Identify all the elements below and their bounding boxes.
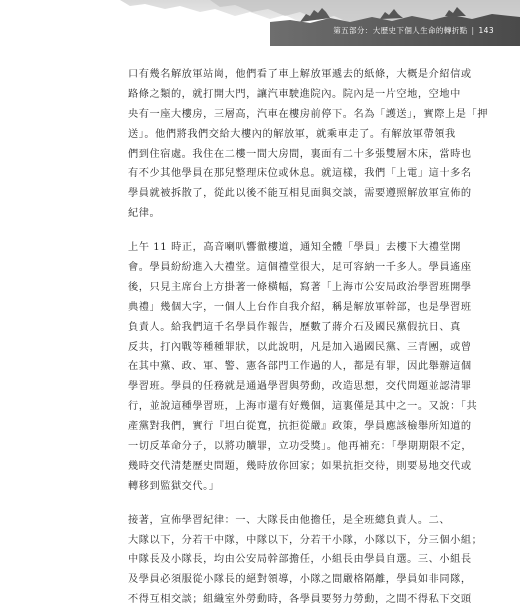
text-line: 學習班。學員的任務就是通過學習與勞動，改造思想，交代問題並認清罪 <box>128 381 472 393</box>
body-text <box>128 65 488 610</box>
running-head <box>333 25 494 36</box>
text-line: 央有一座大樓房，三層高，汽車在樓房前停下。名為「護送」，實際上是「押 <box>128 108 488 120</box>
text-line: 大隊以下，分若干中隊，中隊以下，分若干小隊，小隊以下，分三個小組； <box>128 534 483 546</box>
text-line: 送」。他們將我們交給大樓內的解放軍，就乘車走了。有解放軍帶領我 <box>128 128 456 140</box>
text-line: 在其中黨、政、軍、警、憲各部門工作過的人，都是有罪，因此舉辦這個 <box>128 361 472 373</box>
text-line: 不得互相交談；組織室外勞動時，各學員要努力勞動，之間不得私下交頭 <box>128 594 472 606</box>
text-line: 紀律。 <box>128 208 161 220</box>
paragraph-1 <box>128 65 488 224</box>
text-line: 典禮」幾個大字，一個人上台作自我介紹，稱是解放軍幹部，也是學習班 <box>128 301 472 313</box>
text-line: 有不少其他學員在那兒整理床位或休息。就這樣，我們「上電」這十多名 <box>128 168 472 180</box>
text-line: 口有幾名解放軍站崗，他們看了車上解放軍遞去的紙條，大概是介紹信或 <box>128 69 472 80</box>
paragraph-3 <box>128 511 483 610</box>
ink-landscape-banner <box>0 0 520 46</box>
header-band <box>0 0 520 46</box>
text-line: 一切反革命分子，以將功贖罪，立功受獎」。他再補充：「學期期限不定， <box>128 441 473 453</box>
text-line: 後，只見主席台上方掛著一條橫幅，寫著「上海市公安局政治學習班開學 <box>128 281 472 293</box>
header-separator: | <box>471 26 475 35</box>
page-number: 143 <box>478 26 494 35</box>
text-line: 會。學員紛紛進入大禮堂。這個禮堂很大，足可容納一千多人。學員遙座 <box>128 262 472 274</box>
paragraph-2 <box>128 238 478 497</box>
text-line: 接著，宣佈學習紀律：一、大隊長由他擔任，是全班總負責人。二、 <box>128 514 451 526</box>
text-line: 們到住宿處。我住在二樓一間大房間，裏面有二十多張雙層木床，當時也 <box>128 148 472 160</box>
paragraph-gap <box>128 224 398 238</box>
text-line: 幾時交代清楚歷史問題，幾時放你回家；如果抗拒交待，則要易地交代或 <box>128 460 472 472</box>
text-line: 上午 11 時正，高音喇叭響徹樓道，通知全體「學員」去樓下大禮堂開 <box>128 242 462 254</box>
text-line: 及學員必須服從小隊長的絕對領導，小隊之間嚴格隔離，學員如非同隊， <box>128 574 472 586</box>
section-label: 第五部分：大歷史下個人生命的轉折點 <box>333 26 468 35</box>
text-line: 產黨對我們，實行『坦白從寬，抗拒從嚴』政策，學員應該檢舉所知道的 <box>128 421 472 433</box>
text-line: 負責人。給我們這千名學員作報告，歷數了蔣介石及國民黨假抗日、真 <box>128 321 461 333</box>
text-line: 轉移到監獄交代。」 <box>128 480 220 492</box>
text-line: 行，並說這種學習班，上海市還有好幾個，這裏僅是其中之一。又說：「共 <box>128 401 478 413</box>
text-line: 學員就被拆散了，從此以後不能互相見面與交談，需要遵照解放軍宣佈的 <box>128 188 472 200</box>
text-line: 反共，打內戰等種種罪狀，以此說明，凡是加入過國民黨、三青團，或曾 <box>128 341 472 353</box>
paragraph-gap <box>128 497 398 511</box>
text-line: 路條之類的，就打開大門，讓汽車駛進院內。院內是一片空地，空地中 <box>128 88 461 100</box>
text-line: 中隊長及小隊長，均由公安局幹部擔任，小組長由學員自選。三、小組長 <box>128 554 472 566</box>
